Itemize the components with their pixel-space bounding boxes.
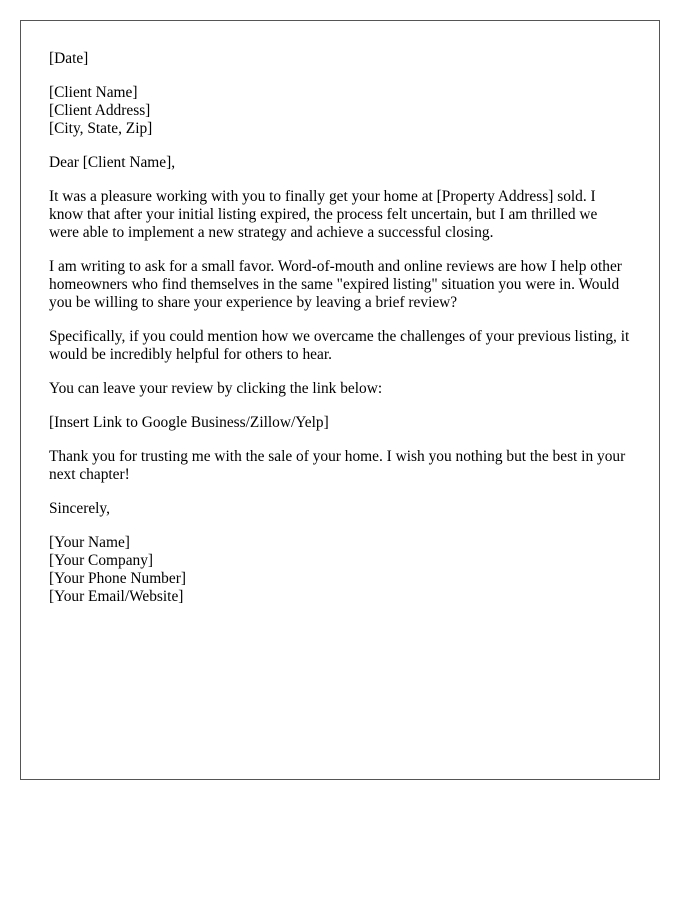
signature-company: [Your Company] bbox=[49, 552, 154, 569]
body-paragraph: It was a pleasure working with you to finally get your home at [Property Address] sold. I know that after your initial listing expired, the process felt uncertain, but I am thrilled we were able to implement a new strategy and achieve a successful closing. bbox=[49, 188, 598, 241]
signature-email-website: [Your Email/Website] bbox=[49, 588, 184, 605]
recipient-address-block bbox=[49, 84, 631, 138]
recipient-name: [Client Name] bbox=[49, 84, 138, 101]
body-paragraph: I am writing to ask for a small favor. Word-of-mouth and online reviews are how I help other homeowners who find themselves in the same "expired listing" situation you were in. Would you be willing to share your experience by leaving a brief review? bbox=[49, 258, 622, 311]
review-link-placeholder: [Insert Link to Google Business/Zillow/Yelp] bbox=[49, 414, 329, 431]
signature-name: [Your Name] bbox=[49, 534, 130, 551]
recipient-city-state-zip: [City, State, Zip] bbox=[49, 120, 153, 137]
body-paragraph: Thank you for trusting me with the sale of your home. I wish you nothing but the best in your next chapter! bbox=[49, 448, 626, 483]
letter-page bbox=[20, 20, 660, 780]
salutation: Dear [Client Name], bbox=[49, 154, 176, 171]
recipient-address: [Client Address] bbox=[49, 102, 151, 119]
signature-block bbox=[49, 534, 631, 606]
signature-phone: [Your Phone Number] bbox=[49, 570, 186, 587]
body-paragraph: You can leave your review by clicking the link below: bbox=[49, 380, 383, 397]
body-paragraph: Specifically, if you could mention how we overcame the challenges of your previous listing, it would be incredibly helpful for others to hear. bbox=[49, 328, 630, 363]
letter-date: [Date] bbox=[49, 50, 89, 67]
closing: Sincerely, bbox=[49, 500, 110, 517]
